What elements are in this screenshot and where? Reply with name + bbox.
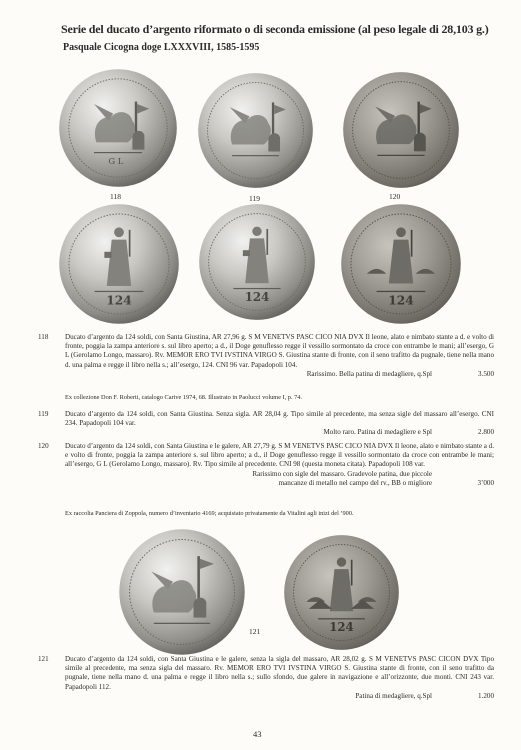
coin-118-value: 124	[106, 293, 132, 308]
coin-120-reverse	[340, 203, 462, 325]
entry-note: mancanze di metallo nel campo del rv., BB o migliore	[278, 478, 432, 487]
plate-number-120: 120	[389, 192, 401, 201]
entry-description: Ducato d’argento da 124 soldi, con Santa Giustina e le galere, senza la sigla del massaro, AR 28,02 g. S M VENETVS PASC CICON DVX Tipo simile al precedente, ma senza sigla del massaro. Rv. MEMOR ERO TVI IVSTINA VIRGO S. Giustina stante di fronte, con il seno trafitto da pugnale, tiene nella mano d. una palma e regge il libro nella s.; sullo sfondo, due galere in navigazione e all’orizzonte, due monti. CNI 243 var. Papadopoli 112.	[65, 655, 494, 691]
svg-text:G L: G L	[108, 156, 124, 166]
page-title: Serie del ducato d’argento riformato o di seconda emissione (al peso legale di 28,103 g.)	[61, 22, 489, 36]
catalog-entry-120	[38, 442, 494, 488]
coin-121-value: 124	[329, 620, 354, 635]
entry-number: 121	[38, 655, 49, 663]
entry-description: Ducato d’argento da 124 soldi, con Santa Giustina, AR 27,96 g. S M VENETVS PASC CICO NIA DVX Il leone, alato e nimbato stante a d. e volto di fronte, poggia la zampa anteriore s. sul libro aperto; a d., il Doge genuflesso regge il vessillo sormontato da croce con entrambe le mani; all’esergo, G L (Gerolamo Longo, massaro). Rv. MEMOR ERO TVI IVSTINA VIRGO S. Giustina stante di fronte, con il seno trafitto da pugnale, tiene nella mano d. una palma e regge il libro nella s.; all’esergo, 124. CNI 96 var. Papadopoli 104.	[65, 333, 494, 369]
catalog-entry-118	[38, 333, 494, 379]
entry-number: 119	[38, 410, 49, 418]
coin-119-obverse	[197, 72, 314, 189]
page-number: 43	[253, 729, 262, 739]
coin-120-value: 124	[388, 293, 414, 308]
entry-description: Ducato d’argento da 124 soldi, con Santa Giustina e le galere, AR 27,79 g. S M VENETVS PASC CICO NIA DVX Il leone, alato e nimbato stante a d. e volto di fronte, poggia la zampa anteriore s. sul libro aperto; a d., il Doge genuflesso regge il vessillo sormontato da croce con entrambe le mani; all’esergo, G L (Gerolamo Longo, massaro). Rv. Tipo simile al precedente. CNI 98 (questa moneta citata). Papadopoli 108 var.	[65, 442, 494, 469]
catalog-entry-121	[38, 655, 494, 701]
page-subtitle: Pasquale Cicogna doge LXXXVIII, 1585-1595	[63, 42, 260, 53]
coin-121-obverse	[118, 528, 246, 656]
entry-number: 120	[38, 442, 49, 450]
coin-120-obverse	[342, 71, 460, 189]
catalog-entry-119	[38, 410, 494, 438]
entry-number: 118	[38, 333, 49, 341]
coin-119-value: 124	[244, 289, 270, 304]
plate-number-121: 121	[249, 627, 261, 636]
entry-price: 3.500	[478, 369, 494, 378]
provenance-118: Ex collezione Don F. Roberti, catalogo Carive 1974, 68. Illustrato in Paolucci volume I, p. 74.	[65, 394, 302, 401]
coin-121-reverse	[283, 534, 400, 651]
entry-note: Patina di medagliere, q.Spl	[355, 691, 432, 700]
coin-119-reverse	[198, 203, 316, 321]
entry-price: 2.800	[478, 428, 494, 437]
coin-118-obverse	[58, 68, 178, 188]
plate-number-118: 118	[110, 192, 121, 201]
entry-note: Rarissimo con sigle del massaro. Gradevole patina, due piccole	[252, 469, 432, 478]
entry-price: 3’000	[477, 478, 494, 487]
entry-description: Ducato d’argento da 124 soldi, con Santa Giustina. Senza sigla. AR 28,04 g. Tipo simile al precedente, ma senza sigle del massaro all’esergo. CNI 234. Papadopoli 104 var.	[65, 410, 494, 428]
provenance-120: Ex raccolta Panciera di Zoppola, numero d’inventario 4169; acquistato privatamente da Vitalini agli inizi del ’900.	[65, 510, 354, 517]
entry-price: 1.200	[478, 691, 494, 700]
entry-note: Rarissimo. Bella patina di medagliere, q.Spl	[306, 369, 432, 378]
coin-118-reverse	[58, 203, 180, 325]
plate-number-119: 119	[249, 194, 260, 203]
entry-note: Molto raro. Patina di medagliere e Spl	[323, 428, 432, 437]
